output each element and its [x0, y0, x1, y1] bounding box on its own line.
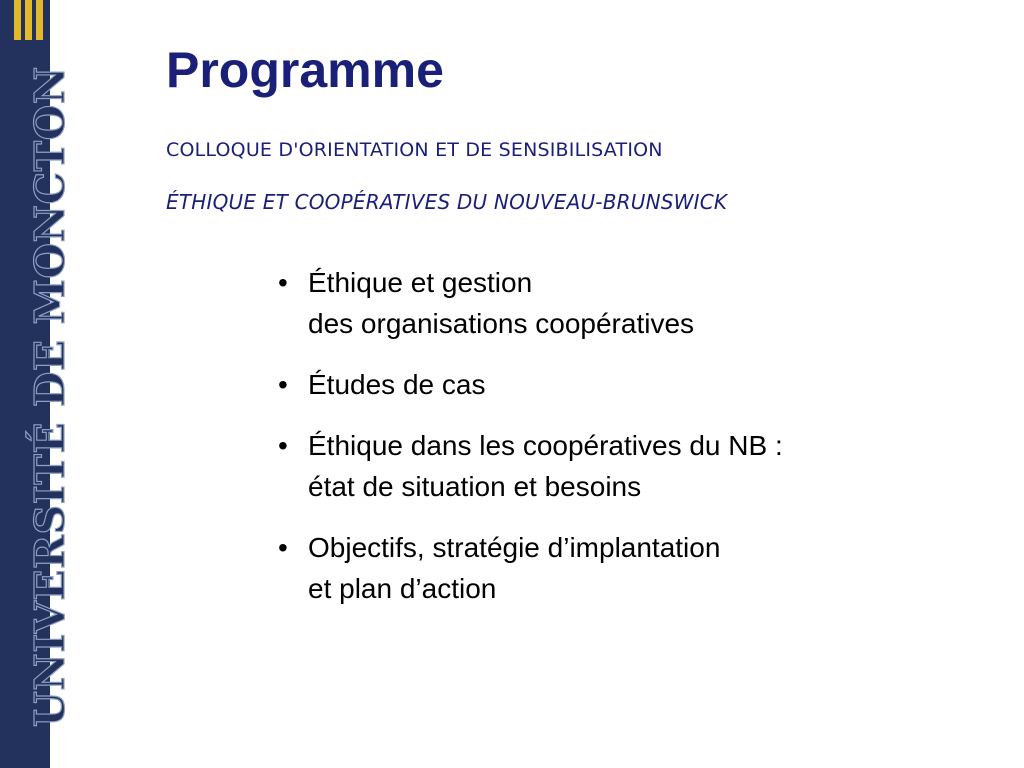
- colloquium-subtitle: COLLOQUE D'ORIENTATION ET DE SENSIBILISATION: [166, 139, 663, 161]
- list-item-line: état de situation et besoins: [308, 471, 642, 502]
- logo-stripe: [14, 0, 21, 40]
- bullet-icon: •: [278, 430, 288, 461]
- bullet-icon: •: [278, 369, 288, 400]
- bullet-icon: •: [278, 267, 288, 298]
- bullet-icon: •: [278, 532, 288, 563]
- university-logo-sidebar: [0, 0, 74, 768]
- list-item: [272, 425, 783, 507]
- list-item: [272, 527, 783, 609]
- list-item: [272, 262, 783, 344]
- programme-list: [272, 262, 783, 629]
- list-item-line: Éthique dans les coopératives du NB :: [308, 430, 783, 461]
- list-item-line: Études de cas: [308, 369, 486, 400]
- list-item: [272, 364, 783, 405]
- list-item-line: et plan d’action: [308, 573, 497, 604]
- list-item-line: Éthique et gestion: [308, 267, 533, 298]
- page-title: Programme: [166, 42, 444, 98]
- university-logo-text: UNIVERSITÉ DE MONCTON: [26, 66, 74, 727]
- list-item-line: Objectifs, stratégie d’implantation: [308, 532, 721, 563]
- theme-subtitle: ÉTHIQUE ET COOPÉRATIVES DU NOUVEAU-BRUNSWICK: [166, 190, 728, 214]
- list-item-line: des organisations coopératives: [308, 308, 695, 339]
